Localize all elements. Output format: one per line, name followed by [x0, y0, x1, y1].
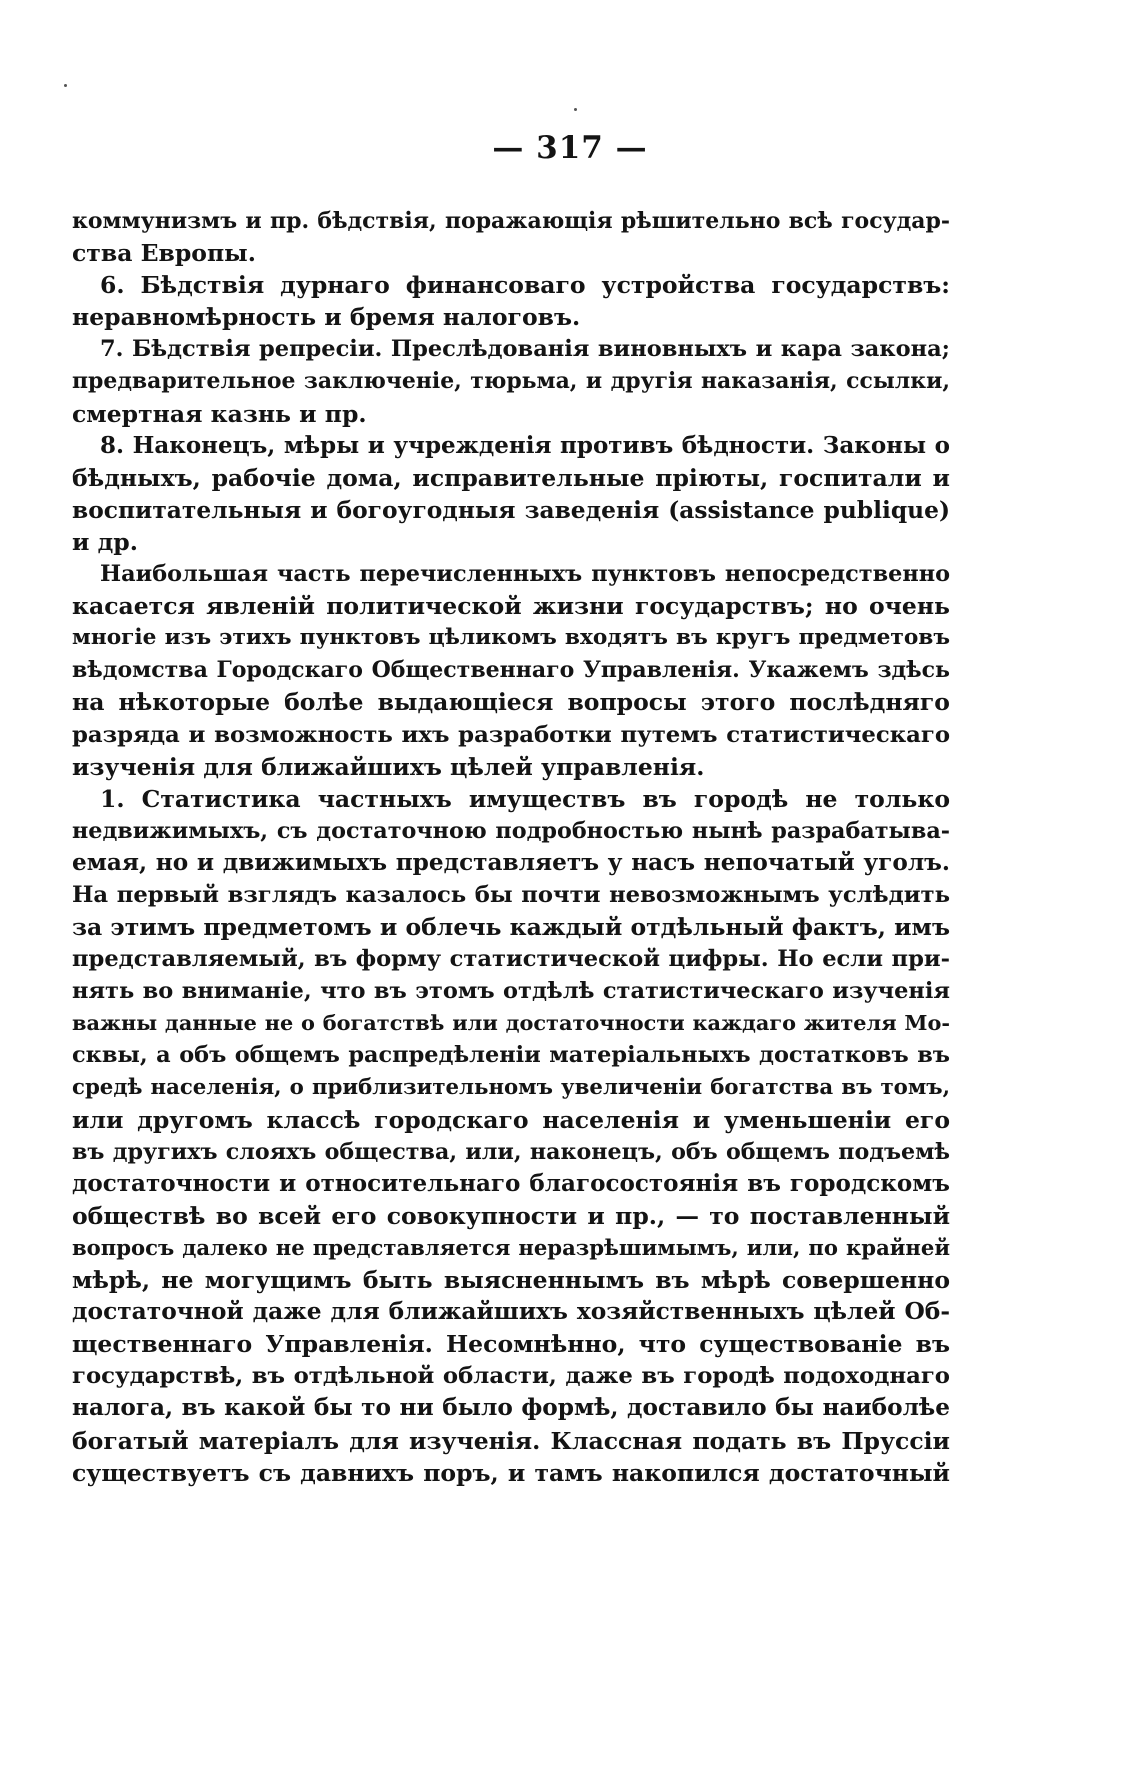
text-line: касается явленій политической жизни государствъ; но очень	[72, 592, 950, 621]
text-line: Наибольшая часть перечисленныхъ пунктовъ непосредственно	[100, 561, 950, 588]
text-line: за этимъ предметомъ и облечь каждый отдѣльный фактъ, имъ	[72, 913, 950, 942]
text-line: бѣдныхъ, рабочіе дома, исправительные пріюты, госпитали и	[72, 463, 950, 492]
text-line: щественнаго Управленія. Несомнѣнно, что существованіе въ	[72, 1330, 950, 1359]
text-line: мѣрѣ, не могущимъ быть выясненнымъ въ мѣрѣ совершенно	[72, 1266, 950, 1295]
text-line: достаточной даже для ближайшихъ хозяйственныхъ цѣлей Об-	[72, 1298, 950, 1326]
text-line: представляемый, въ форму статистической цифры. Но если при-	[72, 946, 950, 973]
text-line: На первый взглядъ казалось бы почти невозможнымъ услѣдить	[72, 881, 950, 908]
print-speck	[64, 84, 67, 87]
text-line: достаточности и относительнаго благосостоянія въ городскомъ	[72, 1169, 950, 1197]
text-line: нять во вниманіе, что въ этомъ отдѣлѣ статистическаго изученія	[72, 978, 950, 1005]
text-line: 1. Статистика частныхъ имуществъ въ городѣ не только	[100, 784, 950, 813]
text-line: важны данные не о богатствѣ или достаточности каждаго жителя Мо-	[72, 1010, 950, 1036]
text-line: вопросъ далеко не представляется неразрѣшимымъ, или, по крайней	[72, 1235, 950, 1260]
text-line: смертная казнь и пр.	[72, 399, 367, 428]
text-line: изученія для ближайшихъ цѣлей управленія.	[72, 752, 705, 781]
page-number: — 317 —	[492, 130, 648, 166]
text-line: обществѣ во всей его совокупности и пр., — то поставленный	[72, 1201, 950, 1230]
text-line: средѣ населенія, о приблизительномъ увеличеніи богатства въ томъ,	[72, 1074, 950, 1100]
text-line: разряда и возможность ихъ разработки путемъ статистическаго	[72, 721, 950, 748]
text-line: существуетъ съ давнихъ поръ, и тамъ накопился достаточный	[72, 1458, 950, 1487]
print-speck	[574, 108, 577, 111]
text-line: многіе изъ этихъ пунктовъ цѣликомъ входятъ въ кругъ предметовъ	[72, 625, 950, 651]
text-line: налога, въ какой бы то ни было формѣ, доставило бы наиболѣе	[72, 1394, 950, 1422]
text-line: вѣдомства Городскаго Общественнаго Управленія. Укажемъ здѣсь	[72, 657, 950, 684]
text-line: 6. Бѣдствія дурнаго финансоваго устройства государствъ:	[100, 271, 950, 300]
text-line: емая, но и движимыхъ представляетъ у насъ непочатый уголъ.	[72, 848, 950, 876]
text-line: коммунизмъ и пр. бѣдствія, поражающія рѣшительно всѣ государ-	[72, 208, 950, 234]
text-line: недвижимыхъ, съ достаточною подробностью нынѣ разрабатыва-	[72, 817, 950, 844]
text-line: предварительное заключеніе, тюрьма, и другія наказанія, ссылки,	[72, 368, 950, 395]
text-line: 7. Бѣдствія репресіи. Преслѣдованія виновныхъ и кара закона;	[100, 336, 950, 363]
text-line: на нѣкоторые болѣе выдающіеся вопросы этого послѣдняго	[72, 688, 950, 717]
text-line: богатый матеріалъ для изученія. Классная подать въ Пруссіи	[72, 1426, 950, 1455]
text-line: ства Европы.	[72, 239, 256, 268]
text-line: 8. Наконецъ, мѣры и учрежденія противъ бѣдности. Законы о	[100, 431, 950, 459]
text-line: или другомъ классѣ городскаго населенія и уменьшеніи его	[72, 1105, 950, 1134]
text-line: неравномѣрность и бремя налоговъ.	[72, 303, 581, 332]
body-text	[72, 205, 950, 1489]
text-line: сквы, а объ общемъ распредѣленіи матеріальныхъ достатковъ въ	[72, 1042, 950, 1069]
text-line: въ другихъ слояхъ общества, или, наконецъ, объ общемъ подъемѣ	[72, 1138, 950, 1165]
text-line: и др.	[72, 527, 138, 556]
text-line: воспитательныя и богоугодныя заведенія (assistance publique)	[72, 495, 950, 524]
text-line: государствѣ, въ отдѣльной области, даже въ городѣ подоходнаго	[72, 1363, 950, 1390]
